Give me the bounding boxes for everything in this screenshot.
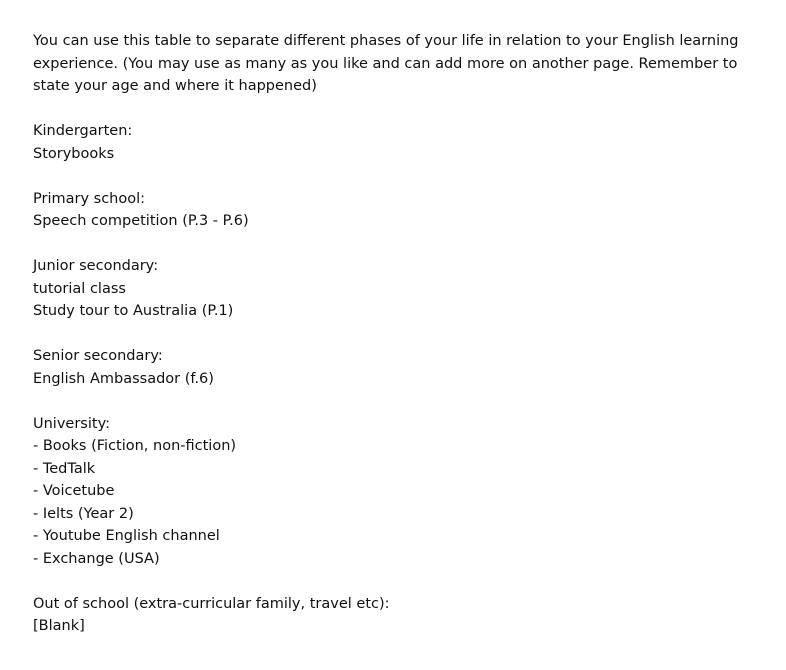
section-heading: Junior secondary: <box>33 258 159 274</box>
section-junior-secondary <box>33 255 763 323</box>
section-heading: Kindergarten: <box>33 123 133 139</box>
intro-paragraph: You can use this table to separate different phases of your life in relation to your English learning experience. (You may use as many as you like and can add more on another page. Remember to state your age and where it happened) <box>33 33 739 94</box>
section-heading: Out of school (extra-curricular family, travel etc): <box>33 595 390 612</box>
section-university <box>33 413 763 571</box>
section-item: - Exchange (USA) <box>33 550 160 567</box>
section-heading: Senior secondary: <box>33 348 163 364</box>
section-item: English Ambassador (f.6) <box>33 370 214 387</box>
section-heading: Primary school: <box>33 190 146 207</box>
section-heading: University: <box>33 415 110 432</box>
section-primary-school <box>33 188 763 233</box>
section-item: Storybooks <box>33 145 115 162</box>
document-body <box>33 30 763 638</box>
section-item: Speech competition (P.3 - P.6) <box>33 213 249 229</box>
section-item: - Ielts (Year 2) <box>33 505 134 522</box>
section-item: - TedTalk <box>33 460 96 477</box>
section-item: - Voicetube <box>33 483 115 499</box>
section-item: - Youtube English channel <box>33 528 220 544</box>
section-senior-secondary <box>33 345 763 390</box>
section-item: tutorial class <box>33 280 126 297</box>
section-item: [Blank] <box>33 618 85 634</box>
section-item: Study tour to Australia (P.1) <box>33 303 234 319</box>
section-kindergarten <box>33 120 763 165</box>
section-item: - Books (Fiction, non-fiction) <box>33 438 237 454</box>
section-out-of-school <box>33 593 763 638</box>
